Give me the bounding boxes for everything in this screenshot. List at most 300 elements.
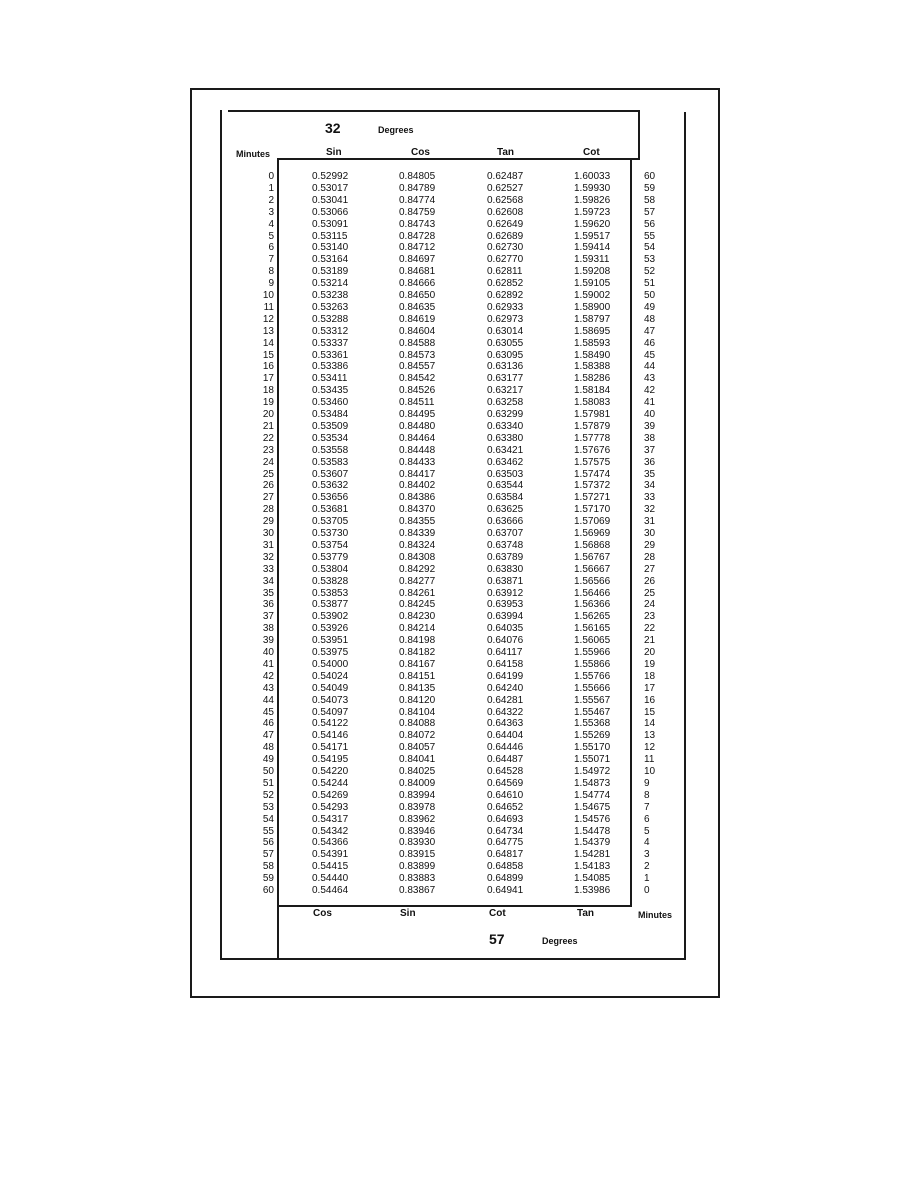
cell-cot: 1.54972 [574, 766, 611, 777]
row-minute-left: 37 [262, 611, 274, 622]
cell-cos: 0.83867 [399, 885, 436, 896]
cell-sin: 0.53066 [312, 207, 349, 218]
cell-cot: 1.54675 [574, 802, 611, 813]
cell-tan: 0.64817 [487, 849, 524, 860]
row-minute-left: 27 [262, 492, 274, 503]
cell-cos: 0.84805 [399, 171, 436, 182]
row-minute-right: 43 [644, 373, 656, 384]
row-minute-right: 11 [644, 754, 655, 765]
cell-cot: 1.57676 [574, 445, 611, 456]
cell-cot: 1.55866 [574, 659, 611, 670]
cell-sin: 0.53435 [312, 385, 349, 396]
cell-cos: 0.83978 [399, 802, 436, 813]
cell-tan: 0.64281 [487, 695, 524, 706]
cell-tan: 0.64652 [487, 802, 524, 813]
cell-cot: 1.60033 [574, 171, 611, 182]
cell-cot: 1.57372 [574, 480, 611, 491]
row-minute-right: 60 [644, 171, 656, 182]
row-minute-left: 12 [262, 314, 274, 325]
cell-cos: 0.84402 [399, 480, 436, 491]
cell-cos: 0.84557 [399, 361, 436, 372]
cell-cos: 0.84542 [399, 373, 436, 384]
row-minute-left: 17 [262, 373, 274, 384]
cell-tan: 0.62689 [487, 231, 524, 242]
outer-frame-bottom [190, 996, 720, 998]
cell-sin: 0.54220 [312, 766, 349, 777]
cell-sin: 0.53263 [312, 302, 349, 313]
row-minute-left: 3 [268, 207, 274, 218]
inner-frame-top [228, 110, 640, 112]
cell-sin: 0.53312 [312, 326, 349, 337]
row-minute-right: 42 [644, 385, 656, 396]
cell-cos: 0.84025 [399, 766, 436, 777]
row-minute-right: 29 [644, 540, 656, 551]
cell-cot: 1.54873 [574, 778, 611, 789]
cell-sin: 0.53902 [312, 611, 349, 622]
row-minute-right: 38 [644, 433, 656, 444]
cell-cos: 0.84120 [399, 695, 436, 706]
row-minute-right: 6 [644, 814, 650, 825]
row-minute-left: 6 [268, 242, 274, 253]
bottom-header-cos: Cos [313, 908, 332, 919]
cell-tan: 0.63136 [487, 361, 524, 372]
row-minute-left: 26 [262, 480, 274, 491]
row-minute-right: 3 [644, 849, 650, 860]
cell-cos: 0.84261 [399, 588, 436, 599]
top-header-cos: Cos [411, 147, 430, 158]
row-minute-right: 22 [644, 623, 656, 634]
row-minute-right: 58 [644, 195, 656, 206]
row-minute-right: 47 [644, 326, 656, 337]
row-minute-left: 40 [262, 647, 274, 658]
cell-cos: 0.84619 [399, 314, 436, 325]
row-minute-left: 28 [262, 504, 274, 515]
cell-tan: 0.63217 [487, 385, 524, 396]
row-minute-left: 50 [262, 766, 274, 777]
cell-tan: 0.63871 [487, 576, 524, 587]
row-minute-left: 52 [262, 790, 274, 801]
cell-cos: 0.84635 [399, 302, 436, 313]
row-minute-right: 44 [644, 361, 656, 372]
row-minute-right: 21 [644, 635, 656, 646]
cell-cos: 0.84495 [399, 409, 436, 420]
row-minute-right: 10 [644, 766, 656, 777]
cell-cot: 1.54774 [574, 790, 611, 801]
cell-sin: 0.54073 [312, 695, 349, 706]
cell-tan: 0.63912 [487, 588, 524, 599]
cell-sin: 0.54244 [312, 778, 349, 789]
row-minute-left: 19 [262, 397, 274, 408]
cell-cos: 0.84339 [399, 528, 436, 539]
bottom-header-cot: Cot [489, 908, 506, 919]
cell-cot: 1.54281 [574, 849, 611, 860]
row-minute-right: 1 [644, 873, 650, 884]
cell-cos: 0.84774 [399, 195, 436, 206]
cell-sin: 0.54049 [312, 683, 349, 694]
cell-tan: 0.62973 [487, 314, 524, 325]
row-minute-right: 26 [644, 576, 656, 587]
row-minute-right: 40 [644, 409, 656, 420]
cell-tan: 0.63258 [487, 397, 524, 408]
cell-sin: 0.54269 [312, 790, 349, 801]
cell-cot: 1.56165 [574, 623, 611, 634]
cell-cos: 0.84041 [399, 754, 436, 765]
cell-cos: 0.84167 [399, 659, 436, 670]
cell-tan: 0.63340 [487, 421, 524, 432]
cell-cos: 0.84480 [399, 421, 436, 432]
row-minute-right: 37 [644, 445, 656, 456]
cell-sin: 0.53754 [312, 540, 349, 551]
cell-sin: 0.53632 [312, 480, 349, 491]
cell-cot: 1.59826 [574, 195, 611, 206]
row-minute-right: 39 [644, 421, 656, 432]
cell-sin: 0.53681 [312, 504, 349, 515]
row-minute-right: 25 [644, 588, 656, 599]
row-minute-right: 56 [644, 219, 656, 230]
cell-tan: 0.63994 [487, 611, 524, 622]
cell-cot: 1.53986 [574, 885, 611, 896]
cell-cot: 1.57170 [574, 504, 611, 515]
cell-tan: 0.63014 [487, 326, 524, 337]
cell-cot: 1.59311 [574, 254, 610, 265]
row-minute-left: 25 [262, 469, 274, 480]
top-degree-number: 32 [325, 120, 341, 136]
row-minute-left: 13 [262, 326, 274, 337]
cell-cot: 1.54478 [574, 826, 611, 837]
cell-cos: 0.84245 [399, 599, 436, 610]
cell-tan: 0.62568 [487, 195, 524, 206]
row-minute-right: 19 [644, 659, 656, 670]
cell-sin: 0.53828 [312, 576, 349, 587]
cell-cos: 0.84588 [399, 338, 436, 349]
row-minute-left: 5 [268, 231, 274, 242]
cell-cot: 1.55567 [574, 695, 611, 706]
cell-cot: 1.56868 [574, 540, 611, 551]
cell-tan: 0.63625 [487, 504, 524, 515]
cell-cot: 1.57575 [574, 457, 611, 468]
top-degrees-label: Degrees [378, 125, 414, 135]
cell-tan: 0.62649 [487, 219, 524, 230]
cell-cot: 1.56065 [574, 635, 611, 646]
row-minute-left: 45 [262, 707, 274, 718]
row-minute-right: 32 [644, 504, 656, 515]
cell-cos: 0.84464 [399, 433, 436, 444]
cell-cot: 1.58900 [574, 302, 611, 313]
cell-cos: 0.84417 [399, 469, 436, 480]
cell-tan: 0.64487 [487, 754, 524, 765]
cell-cos: 0.84650 [399, 290, 436, 301]
cell-sin: 0.53091 [312, 219, 349, 230]
cell-tan: 0.62608 [487, 207, 524, 218]
cell-cos: 0.84448 [399, 445, 436, 456]
row-minute-left: 7 [268, 254, 274, 265]
cell-cot: 1.58083 [574, 397, 611, 408]
row-minute-left: 47 [262, 730, 274, 741]
bottom-degrees-label: Degrees [542, 936, 578, 946]
row-minute-left: 9 [268, 278, 274, 289]
cell-sin: 0.53534 [312, 433, 349, 444]
cell-cot: 1.55666 [574, 683, 611, 694]
cell-cot: 1.59517 [574, 231, 611, 242]
row-minute-left: 35 [262, 588, 274, 599]
bottom-minutes-label: Minutes [638, 910, 673, 920]
cell-sin: 0.54293 [312, 802, 349, 813]
cell-sin: 0.53386 [312, 361, 349, 372]
row-minute-right: 5 [644, 826, 650, 837]
cell-sin: 0.54171 [312, 742, 349, 753]
outer-frame-right [718, 88, 720, 998]
cell-sin: 0.53558 [312, 445, 349, 456]
cell-tan: 0.63462 [487, 457, 524, 468]
bottom-degree-number: 57 [489, 931, 505, 947]
cell-cot: 1.56566 [574, 576, 611, 587]
cell-cos: 0.84526 [399, 385, 436, 396]
cell-tan: 0.64775 [487, 837, 524, 848]
row-minute-left: 10 [262, 290, 274, 301]
cell-cot: 1.55368 [574, 718, 611, 729]
cell-tan: 0.64446 [487, 742, 524, 753]
cell-sin: 0.53041 [312, 195, 349, 206]
cell-cot: 1.58797 [574, 314, 611, 325]
cell-tan: 0.64404 [487, 730, 524, 741]
row-minute-left: 31 [262, 540, 274, 551]
cell-tan: 0.63666 [487, 516, 524, 527]
row-minute-left: 55 [262, 826, 274, 837]
cell-cot: 1.58184 [574, 385, 611, 396]
row-minute-right: 0 [644, 885, 650, 896]
cell-cos: 0.84292 [399, 564, 436, 575]
row-minute-right: 53 [644, 254, 656, 265]
row-minute-right: 52 [644, 266, 656, 277]
row-minute-right: 13 [644, 730, 656, 741]
cell-sin: 0.53288 [312, 314, 349, 325]
cell-sin: 0.52992 [312, 171, 349, 182]
row-minute-left: 49 [262, 754, 274, 765]
row-minute-left: 54 [262, 814, 274, 825]
cell-cos: 0.84088 [399, 718, 436, 729]
cell-sin: 0.54317 [312, 814, 349, 825]
cell-sin: 0.53951 [312, 635, 349, 646]
inner-frame-bottom [220, 958, 686, 960]
cell-cot: 1.54576 [574, 814, 611, 825]
cell-sin: 0.53214 [312, 278, 349, 289]
cell-tan: 0.63299 [487, 409, 524, 420]
row-minute-left: 29 [262, 516, 274, 527]
cell-tan: 0.64322 [487, 707, 524, 718]
row-minute-right: 41 [644, 397, 656, 408]
row-minute-right: 54 [644, 242, 656, 253]
cell-tan: 0.64158 [487, 659, 524, 670]
cell-tan: 0.62811 [487, 266, 523, 277]
cell-cot: 1.57474 [574, 469, 611, 480]
cell-cos: 0.84604 [399, 326, 436, 337]
cell-tan: 0.62487 [487, 171, 524, 182]
row-minute-left: 39 [262, 635, 274, 646]
cell-tan: 0.64528 [487, 766, 524, 777]
row-minute-right: 17 [644, 683, 656, 694]
row-minute-right: 23 [644, 611, 656, 622]
row-minute-left: 24 [262, 457, 274, 468]
table-box-top [277, 158, 638, 160]
row-minute-right: 9 [644, 778, 650, 789]
row-minute-right: 45 [644, 350, 656, 361]
cell-tan: 0.64199 [487, 671, 524, 682]
bottom-header-sin: Sin [400, 908, 416, 919]
row-minute-right: 20 [644, 647, 656, 658]
cell-cot: 1.55071 [574, 754, 611, 765]
row-minute-right: 49 [644, 302, 656, 313]
cell-tan: 0.63748 [487, 540, 524, 551]
row-minute-left: 34 [262, 576, 274, 587]
cell-cos: 0.84324 [399, 540, 436, 551]
cell-cos: 0.84697 [399, 254, 436, 265]
row-minute-left: 33 [262, 564, 274, 575]
cell-sin: 0.53164 [312, 254, 349, 265]
cell-cot: 1.56466 [574, 588, 611, 599]
cell-cot: 1.59105 [574, 278, 611, 289]
cell-cot: 1.57778 [574, 433, 611, 444]
cell-sin: 0.53411 [312, 373, 348, 384]
cell-cos: 0.83962 [399, 814, 436, 825]
row-minute-left: 53 [262, 802, 274, 813]
cell-cot: 1.55766 [574, 671, 611, 682]
cell-cos: 0.84135 [399, 683, 436, 694]
cell-cos: 0.84198 [399, 635, 436, 646]
cell-sin: 0.54122 [312, 718, 349, 729]
cell-cot: 1.56767 [574, 552, 611, 563]
row-minute-right: 14 [644, 718, 656, 729]
cell-sin: 0.54391 [312, 849, 349, 860]
cell-sin: 0.53607 [312, 469, 349, 480]
top-minutes-label: Minutes [236, 149, 271, 159]
cell-sin: 0.54195 [312, 754, 349, 765]
cell-tan: 0.64363 [487, 718, 524, 729]
cell-cot: 1.56969 [574, 528, 611, 539]
cell-cot: 1.59208 [574, 266, 611, 277]
cell-cos: 0.84277 [399, 576, 436, 587]
cell-sin: 0.54342 [312, 826, 349, 837]
cell-sin: 0.54097 [312, 707, 349, 718]
row-minute-right: 46 [644, 338, 656, 349]
cell-tan: 0.62892 [487, 290, 524, 301]
cell-tan: 0.64734 [487, 826, 524, 837]
cell-cos: 0.84433 [399, 457, 436, 468]
row-minute-right: 8 [644, 790, 650, 801]
cell-sin: 0.53361 [312, 350, 349, 361]
table-box-bottom [277, 905, 632, 907]
row-minute-left: 57 [262, 849, 274, 860]
cell-cot: 1.58388 [574, 361, 611, 372]
cell-cos: 0.83883 [399, 873, 436, 884]
cell-sin: 0.53115 [312, 231, 348, 242]
cell-cos: 0.84386 [399, 492, 436, 503]
cell-tan: 0.64076 [487, 635, 524, 646]
cell-tan: 0.63707 [487, 528, 524, 539]
cell-tan: 0.62730 [487, 242, 524, 253]
cell-tan: 0.64858 [487, 861, 524, 872]
table-box-right [630, 158, 632, 906]
cell-tan: 0.64569 [487, 778, 524, 789]
cell-cos: 0.84743 [399, 219, 436, 230]
row-minute-right: 48 [644, 314, 656, 325]
cell-tan: 0.64610 [487, 790, 524, 801]
row-minute-left: 15 [262, 350, 274, 361]
cell-cos: 0.84666 [399, 278, 436, 289]
cell-sin: 0.53877 [312, 599, 349, 610]
cell-cos: 0.83930 [399, 837, 436, 848]
row-minute-right: 50 [644, 290, 656, 301]
cell-cos: 0.84370 [399, 504, 436, 515]
cell-cos: 0.83915 [399, 849, 436, 860]
row-minute-left: 60 [262, 885, 274, 896]
row-minute-left: 48 [262, 742, 274, 753]
row-minute-left: 22 [262, 433, 274, 444]
cell-cot: 1.54183 [574, 861, 611, 872]
row-minute-left: 32 [262, 552, 274, 563]
cell-sin: 0.53804 [312, 564, 349, 575]
cell-tan: 0.63953 [487, 599, 524, 610]
row-minute-left: 58 [262, 861, 274, 872]
cell-cot: 1.58490 [574, 350, 611, 361]
cell-cos: 0.83946 [399, 826, 436, 837]
cell-tan: 0.64941 [487, 885, 524, 896]
cell-sin: 0.54024 [312, 671, 349, 682]
cell-sin: 0.53140 [312, 242, 349, 253]
row-minute-left: 56 [262, 837, 274, 848]
cell-tan: 0.62933 [487, 302, 524, 313]
row-minute-right: 35 [644, 469, 656, 480]
cell-cot: 1.58695 [574, 326, 611, 337]
row-minute-right: 4 [644, 837, 650, 848]
row-minute-right: 31 [644, 516, 656, 527]
row-minute-right: 27 [644, 564, 656, 575]
row-minute-right: 30 [644, 528, 656, 539]
cell-tan: 0.64035 [487, 623, 524, 634]
row-minute-left: 1 [268, 183, 274, 194]
row-minute-left: 51 [262, 778, 274, 789]
row-minute-left: 8 [268, 266, 274, 277]
cell-tan: 0.63055 [487, 338, 524, 349]
top-header-sin: Sin [326, 147, 342, 158]
cell-cot: 1.59620 [574, 219, 611, 230]
row-minute-right: 28 [644, 552, 656, 563]
cell-sin: 0.54464 [312, 885, 349, 896]
row-minute-left: 42 [262, 671, 274, 682]
cell-cos: 0.84214 [399, 623, 436, 634]
cell-tan: 0.63789 [487, 552, 524, 563]
row-minute-left: 43 [262, 683, 274, 694]
row-minute-right: 7 [644, 802, 650, 813]
row-minute-left: 41 [262, 659, 274, 670]
cell-cos: 0.84009 [399, 778, 436, 789]
row-minute-left: 11 [263, 302, 274, 313]
top-header-cot: Cot [583, 147, 600, 158]
row-minute-right: 2 [644, 861, 650, 872]
cell-cot: 1.57069 [574, 516, 611, 527]
cell-cos: 0.84511 [399, 397, 435, 408]
outer-frame-top [190, 88, 720, 90]
row-minute-left: 20 [262, 409, 274, 420]
cell-cot: 1.57879 [574, 421, 611, 432]
cell-cos: 0.84182 [399, 647, 436, 658]
cell-sin: 0.53337 [312, 338, 349, 349]
bottom-header-tan: Tan [577, 908, 595, 919]
cell-cos: 0.84759 [399, 207, 436, 218]
cell-cot: 1.56667 [574, 564, 611, 575]
cell-cot: 1.59414 [574, 242, 611, 253]
row-minute-left: 14 [262, 338, 274, 349]
cell-cot: 1.59723 [574, 207, 611, 218]
